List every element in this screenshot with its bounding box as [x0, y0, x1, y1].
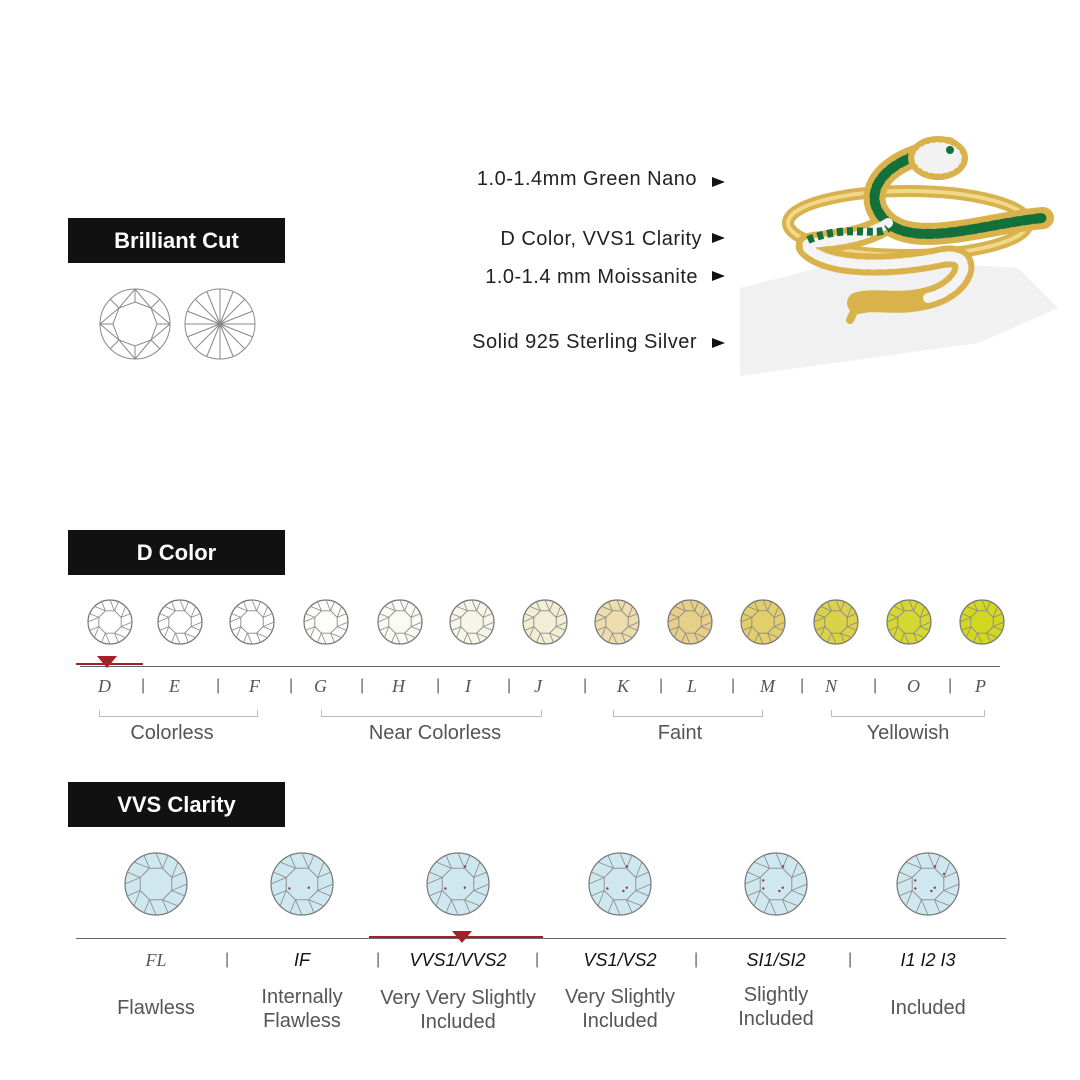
clarity-name-line1: Very Very Slightly: [380, 987, 536, 1009]
clarity-name-line1: Internally: [261, 986, 343, 1008]
group-near-colorless: Near Colorless: [368, 722, 502, 744]
clarity-name-line1: Slightly: [743, 984, 809, 1006]
clarity-separator: |: [225, 951, 230, 968]
pavilion-view-icon: [185, 289, 255, 359]
clarity-name-line1: Flawless: [117, 997, 195, 1019]
crown-view-icon: [100, 289, 170, 359]
grade-separator: |: [141, 677, 146, 694]
clarity-separator: |: [694, 951, 699, 968]
clarity-code: VS1/VS2: [583, 950, 657, 970]
color-scale-line: [80, 666, 1000, 667]
gem-color-d-icon: [88, 600, 132, 644]
clarity-code: IF: [294, 950, 310, 970]
gem-color-l-icon: [668, 600, 712, 644]
snake-ring-image: [738, 128, 1068, 378]
clarity-title: VVS Clarity: [117, 791, 236, 817]
spec-color-clarity: D Color, VVS1 Clarity: [500, 228, 702, 250]
grade-separator: |: [873, 677, 878, 694]
bracket-faint: [613, 710, 763, 717]
color-grade-g: G: [314, 676, 327, 696]
clarity-code: VVS1/VVS2: [409, 950, 507, 970]
clarity-name-line2: Included: [420, 1011, 496, 1033]
color-grade-f: F: [249, 676, 260, 696]
color-selected-marker-icon: [97, 656, 117, 668]
clarity-label: [68, 782, 285, 827]
gem-color-e-icon: [158, 600, 202, 644]
clarity-code: I1 I2 I3: [900, 950, 956, 970]
color-grade-m: M: [760, 676, 775, 696]
clarity-separator: |: [376, 951, 381, 968]
arrow-icon: [712, 177, 725, 187]
arrow-icon: [712, 271, 725, 281]
gem-color-f-icon: [230, 600, 274, 644]
group-yellowish: Yellowish: [866, 722, 950, 744]
bracket-colorless: [99, 710, 258, 717]
color-label: [68, 530, 285, 575]
bracket-near-colorless: [321, 710, 542, 717]
grade-separator: |: [216, 677, 221, 694]
grade-separator: |: [436, 677, 441, 694]
group-colorless: Colorless: [130, 722, 214, 744]
color-grade-k: K: [617, 676, 630, 696]
clarity-name-line2: Included: [738, 1008, 814, 1030]
clarity-name-line2: Included: [582, 1010, 658, 1032]
gem-color-i-icon: [450, 600, 494, 644]
grade-separator: |: [800, 677, 805, 694]
grade-separator: |: [659, 677, 664, 694]
gem-clarity-2-icon: [271, 853, 333, 915]
clarity-name-line2: Flawless: [263, 1010, 341, 1032]
color-grade-i: I: [465, 676, 471, 696]
clarity-name-line1: Very Slightly: [564, 986, 676, 1008]
spec-green-nano: 1.0-1.4mm Green Nano: [476, 168, 697, 190]
gem-color-p-icon: [960, 600, 1004, 644]
clarity-gem-row: [0, 850, 1080, 920]
grade-separator: |: [507, 677, 512, 694]
brilliant-cut-label: [68, 218, 285, 263]
gem-color-m-icon: [741, 600, 785, 644]
color-grade-n: N: [825, 676, 838, 696]
gem-clarity-6-icon: [897, 853, 959, 915]
grade-separator: |: [948, 677, 953, 694]
clarity-name-line1: Included: [890, 997, 966, 1019]
gem-color-h-icon: [378, 600, 422, 644]
spec-moissanite: 1.0-1.4 mm Moissanite: [485, 266, 698, 288]
color-gem-row: [0, 592, 1080, 652]
clarity-selected-marker-icon: [452, 931, 472, 943]
color-grade-d: D: [98, 676, 111, 696]
grade-separator: |: [360, 677, 365, 694]
clarity-separator: |: [848, 951, 853, 968]
clarity-code: FL: [145, 950, 167, 970]
clarity-separator: |: [535, 951, 540, 968]
gem-color-n-icon: [814, 600, 858, 644]
color-title: D Color: [136, 539, 217, 565]
gem-color-g-icon: [304, 600, 348, 644]
brilliant-cut-diagram: [95, 284, 275, 364]
clarity-scale-line: [76, 938, 1006, 939]
group-faint: Faint: [657, 722, 703, 744]
color-grade-h: H: [392, 676, 405, 696]
arrow-icon: [712, 338, 725, 348]
clarity-code: SI1/SI2: [746, 950, 806, 970]
gem-clarity-5-icon: [745, 853, 807, 915]
gem-clarity-1-icon: [125, 853, 187, 915]
gem-color-j-icon: [523, 600, 567, 644]
color-grade-j: J: [534, 676, 542, 696]
gem-clarity-4-icon: [589, 853, 651, 915]
color-grade-l: L: [687, 676, 698, 696]
spec-silver: Solid 925 Sterling Silver: [472, 331, 697, 353]
arrow-icon: [712, 233, 725, 243]
gem-color-o-icon: [887, 600, 931, 644]
grade-separator: |: [289, 677, 294, 694]
bracket-yellowish: [831, 710, 985, 717]
color-grade-o: O: [907, 676, 920, 696]
gem-clarity-3-icon: [427, 853, 489, 915]
ring-shadow: [740, 258, 1058, 376]
color-grade-e: E: [169, 676, 180, 696]
grade-separator: |: [731, 677, 736, 694]
color-grade-p: P: [975, 676, 986, 696]
brilliant-cut-title: Brilliant Cut: [114, 227, 239, 253]
gem-color-k-icon: [595, 600, 639, 644]
clarity-name: [833, 996, 1023, 1020]
grade-separator: |: [583, 677, 588, 694]
